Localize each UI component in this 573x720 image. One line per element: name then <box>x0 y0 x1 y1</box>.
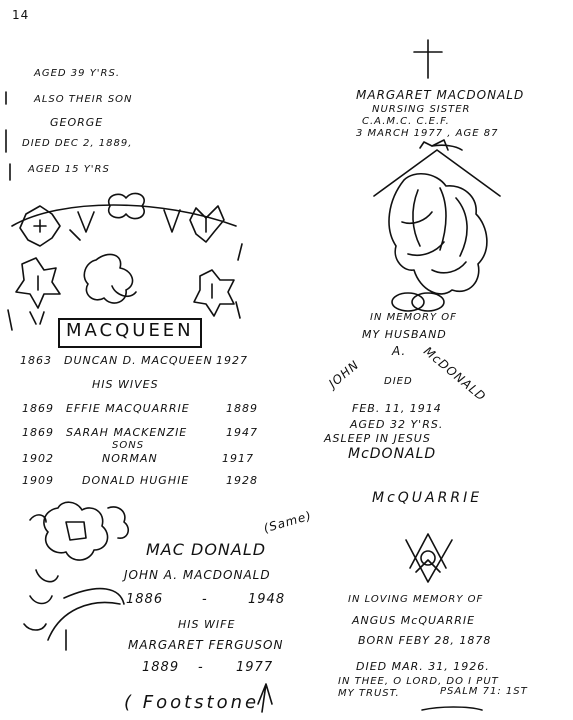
margaret-name: MARGARET MACDONALD <box>356 88 525 102</box>
page-number: 14 <box>12 8 30 22</box>
left-top-line-3: GEORGE <box>50 116 104 129</box>
mcquarrie-line-1: IN LOVING MEMORY OF <box>348 594 484 605</box>
arrow-icon <box>258 684 272 712</box>
wife-start-year: 1889 <box>142 660 180 675</box>
margaret-date: 3 MARCH 1977 , AGE 87 <box>356 128 499 139</box>
row-name: SARAH MACKENZIE <box>66 426 188 439</box>
footstone-note: ( Footstone <box>124 692 260 713</box>
mcquarrie-born: BORN FEBY 28, 1878 <box>358 634 492 647</box>
row-name: NORMAN <box>102 452 158 465</box>
macdonald-end-year: 1948 <box>248 592 286 607</box>
husband-arc-left: JOHN <box>326 357 362 391</box>
mcquarrie-psalm: PSALM 71: 1ST <box>440 686 528 697</box>
wife-name: MARGARET FERGUSON <box>128 638 284 652</box>
husband-arc-mid: A. <box>392 344 407 358</box>
floral-garland-icon <box>8 193 242 330</box>
row-start-year: 1909 <box>22 474 54 487</box>
mcquarrie-surname: McQUARRIE <box>372 490 483 506</box>
row-start-year: 1869 <box>22 426 54 439</box>
wife-dash: - <box>198 660 204 675</box>
mcquarrie-died: DIED MAR. 31, 1926. <box>356 660 490 673</box>
masonic-square-compass-icon <box>406 534 452 582</box>
macdonald-start-year: 1886 <box>126 592 164 607</box>
wives-label: HIS WIVES <box>92 378 159 391</box>
husband-surname: McDONALD <box>348 446 437 462</box>
macdonald-surname: MAC DONALD <box>146 540 267 559</box>
head-end-year: 1927 <box>216 354 248 367</box>
interlocked-rings-icon <box>392 293 444 311</box>
head-name: DUNCAN D. MACQUEEN <box>64 354 213 367</box>
margaret-corps: C.A.M.C. C.E.F. <box>362 116 450 127</box>
margaret-title: NURSING SISTER <box>372 104 471 115</box>
mcquarrie-verse-2: MY TRUST. <box>338 688 400 699</box>
macdonald-dash: - <box>202 592 208 607</box>
left-top-line-2: ALSO THEIR SON <box>34 94 133 105</box>
husband-line-2: MY HUSBAND <box>362 328 447 341</box>
husband-asleep: ASLEEP IN JESUS <box>324 432 431 445</box>
row-name: DONALD HUGHIE <box>82 474 190 487</box>
husband-aged: AGED 32 Y'RS. <box>350 418 444 431</box>
row-start-year: 1902 <box>22 452 54 465</box>
wife-label: HIS WIFE <box>178 618 236 631</box>
left-top-line-5: AGED 15 Y'RS <box>28 164 110 175</box>
mcquarrie-verse-1: IN THEE, O LORD, DO I PUT <box>338 676 499 687</box>
husband-date: FEB. 11, 1914 <box>352 402 442 415</box>
mcquarrie-line-2: ANGUS McQUARRIE <box>352 614 476 627</box>
row-start-year: 1869 <box>22 402 54 415</box>
row-end-year: 1928 <box>226 474 258 487</box>
row-end-year: 1917 <box>222 452 254 465</box>
cross-icon <box>414 40 442 78</box>
scribble <box>422 707 482 710</box>
macqueen-surname: MACQUEEN <box>66 320 194 341</box>
left-top-line-4: DIED DEC 2, 1889, <box>22 138 133 149</box>
row-end-year: 1947 <box>226 426 258 439</box>
macdonald-name: JOHN A. MACDONALD <box>124 568 271 582</box>
head-start-year: 1863 <box>20 354 52 367</box>
row-end-year: 1889 <box>226 402 258 415</box>
rose-icon <box>24 502 128 650</box>
ivy-leaves-icon <box>374 140 500 294</box>
macdonald-note: (Same) <box>262 508 314 536</box>
sons-label: SONS <box>112 440 145 451</box>
husband-arc-right: McDONALD <box>421 344 489 405</box>
row-name: EFFIE MACQUARRIE <box>66 402 190 415</box>
husband-died: DIED <box>384 376 413 387</box>
husband-line-1: IN MEMORY OF <box>370 312 457 323</box>
wife-end-year: 1977 <box>236 660 274 675</box>
left-top-line-1: AGED 39 Y'RS. <box>34 68 121 79</box>
